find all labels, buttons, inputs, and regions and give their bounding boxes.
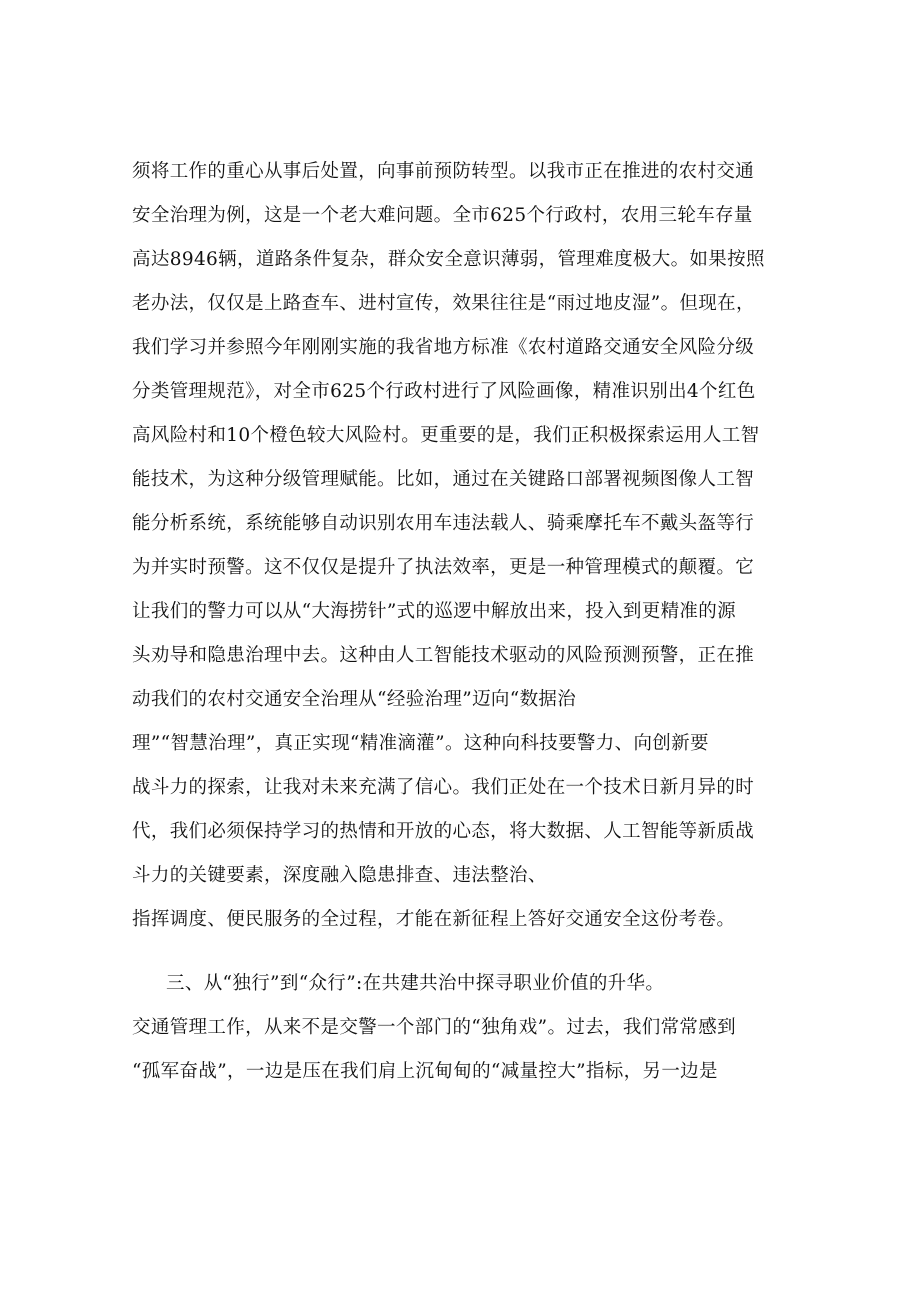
paragraph-line: 我们学习并参照今年刚刚实施的我省地方标准《农村道路交通安全风险分级 — [132, 337, 755, 358]
paragraph-line: 指挥调度、便民服务的全过程，才能在新征程上答好交通安全这份考卷。 — [132, 909, 736, 930]
paragraph-line: 能分析系统，系统能够自动识别农用车违法载人、骑乘摩托车不戴头盔等行 — [132, 513, 755, 534]
paragraph-line: 让我们的警力可以从“大海捞针”式的巡逻中解放出来，投入到更精准的源 — [132, 601, 736, 622]
paragraph-line: 能技术，为这种分级管理赋能。比如，通过在关键路口部署视频图像人工智 — [132, 469, 755, 490]
paragraph-line: 动我们的农村交通安全治理从“经验治理”迈向“数据治 — [132, 689, 577, 710]
paragraph-line: 老办法，仅仅是上路查车、进村宣传，效果往往是“雨过地皮湿”。但现在， — [132, 293, 755, 314]
paragraph-line: 战斗力的探索，让我对未来充满了信心。我们正处在一个技术日新月异的时 — [132, 777, 755, 798]
paragraph-line: 交通管理工作，从来不是交警一个部门的“独角戏”。过去，我们常常感到 — [132, 1017, 736, 1038]
paragraph-line: 理”“智慧治理”，真正实现“精准滴灌”。这种向科技要警力、向创新要 — [132, 733, 709, 754]
paragraph-line: 须将工作的重心从事后处置，向事前预防转型。以我市正在推进的农村交通 — [132, 161, 755, 182]
paragraph-line: 高风险村和10个橙色较大风险村。更重要的是，我们正积极探索运用人工智 — [132, 425, 760, 446]
paragraph-line: 安全治理为例，这是一个老大难问题。全市625个行政村，农用三轮车存量 — [132, 205, 753, 226]
paragraph-line: 头劝导和隐患治理中去。这种由人工智能技术驱动的风险预测预警，正在推 — [132, 645, 755, 666]
section-heading: 三、从“独行”到“众行”:在共建共治中探寻职业价值的升华。 — [166, 973, 665, 994]
paragraph-line: 分类管理规范》，对全市625个行政村进行了风险画像，精准识别出4个红色 — [132, 381, 756, 402]
paragraph-line: “孤军奋战”，一边是压在我们肩上沉甸甸的“减量控大”指标，另一边是 — [132, 1061, 718, 1082]
paragraph-line: 为并实时预警。这不仅仅是提升了执法效率，更是一种管理模式的颠覆。它 — [132, 557, 755, 578]
paragraph-line: 高达8946辆，道路条件复杂，群众安全意识薄弱，管理难度极大。如果按照 — [132, 249, 765, 270]
paragraph-line: 斗力的关键要素，深度融入隐患排查、违法整治、 — [132, 865, 547, 886]
paragraph-line: 代，我们必须保持学习的热情和开放的心态，将大数据、人工智能等新质战 — [132, 821, 755, 842]
